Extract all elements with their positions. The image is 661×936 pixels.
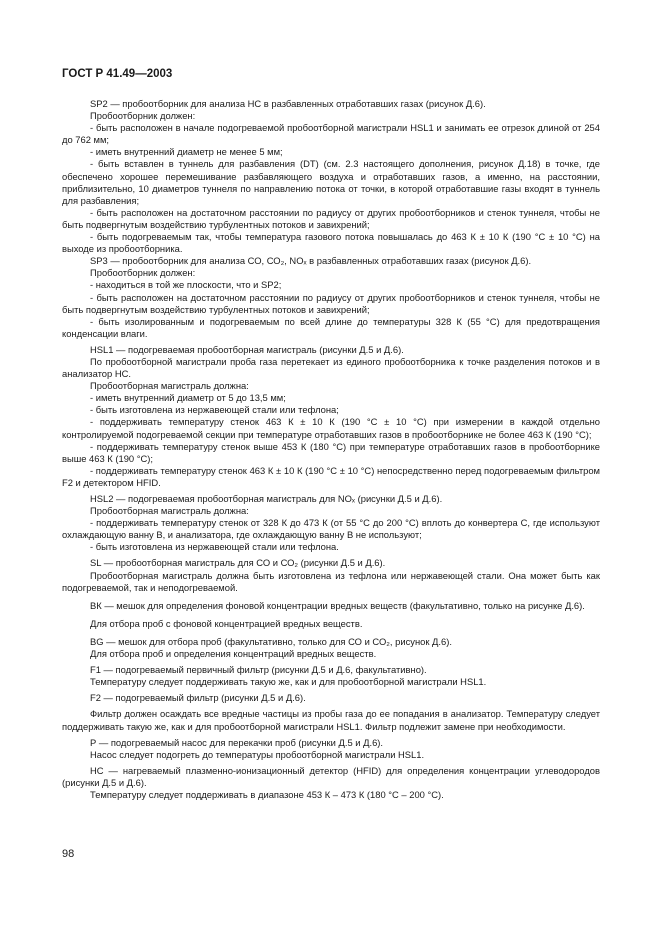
paragraph: Пробоотборник должен:: [90, 267, 196, 279]
paragraph: SL — пробоотборная магистраль для СО и СО₂ (рисунки Д.5 и Д.6).: [90, 557, 386, 569]
paragraph: F1 — подогреваемый первичный фильтр (рисунки Д.5 и Д.6, факультативно).: [90, 664, 427, 676]
paragraph: - иметь внутренний диаметр от 5 до 13,5 мм;: [90, 392, 286, 404]
paragraph: - быть расположен в начале подогреваемой пробоотборной магистрали HSL1 и занимать ее отрезок длиной от 254 до 762 мм;: [62, 122, 600, 146]
paragraph: - поддерживать температуру стенок 463 К ± 10 К (190 °С ± 10 °С) непосредственно перед подогреваемым фильтром F2 и детектором HFID.: [62, 464, 600, 488]
paragraph: ВК — мешок для определения фоновой концентрации вредных веществ (факультативно, только на рисунке Д.6).: [90, 599, 585, 611]
document-header: ГОСТ Р 41.49—2003: [62, 68, 173, 80]
paragraph: По пробоотборной магистрали проба газа перетекает из единого пробоотборника к точке разделения потоков и в анализатор НС.: [62, 355, 600, 380]
paragraph: - быть вставлен в туннель для разбавления (DT) (см. 2.3 настоящего дополнения, рисунок Д.18) в точке, где обеспечено хорошее перемешивание разбавляющего воздуха и отработавших газов, а именно, на расстоянии, приблизительно, 10 диаметров туннеля по направлению потока от точки, в которой отработавшие газы входят в туннель для разбавления;: [62, 158, 600, 206]
paragraph: - быть подогреваемым так, чтобы температура газового потока повышалась до 463 К ± 10 К (190 °С ± 10 °С) на выходе из пробоотборника.: [62, 231, 600, 255]
paragraph: Пробоотборная магистраль должна:: [90, 505, 249, 517]
paragraph: Пробоотборная магистраль должна:: [90, 380, 249, 392]
paragraph: Пробоотборная магистраль должна быть изготовлена из тефлона или нержавеющей стали. Она может быть как подогреваемой, так и неподогреваемой.: [62, 569, 600, 593]
paragraph: Пробоотборник должен:: [90, 110, 196, 122]
paragraph: F2 — подогреваемый фильтр (рисунки Д.5 и Д.6).: [90, 692, 306, 704]
paragraph: - быть расположен на достаточном расстоянии по радиусу от других пробоотборников и стенок туннеля, чтобы не быть подвергнутым воздействию турбулентных потоков и завихрений;: [62, 206, 600, 230]
paragraph: Р — подогреваемый насос для перекачки проб (рисунки Д.5 и Д.6).: [90, 736, 384, 748]
paragraph: - иметь внутренний диаметр не менее 5 мм;: [90, 146, 283, 158]
document-body: [62, 98, 600, 801]
paragraph: - находиться в той же плоскости, что и SP2;: [90, 279, 282, 291]
paragraph: SP3 — пробоотборник для анализа СО, СО₂, NOₓ в разбавленных отработавших газах (рисунок Д.6).: [90, 255, 532, 267]
paragraph: НС — нагреваемый плазменно-ионизационный детектор (HFID) для определения концентрации углеводородов (рисунки Д.5 и Д.6).: [62, 764, 600, 788]
paragraph: - поддерживать температуру стенок от 328 К до 473 К (от 55 °С до 200 °С) вплоть до конвертера С, где используют охлаждающую ванну В, и анализатора, где охлаждающую ванну В не используют;: [62, 517, 600, 541]
paragraph: HSL2 — подогреваемая пробоотборная магистраль для NOₓ (рисунки Д.5 и Д.6).: [90, 493, 443, 504]
paragraph: - поддерживать температуру стенок выше 453 К (180 °С) при температуре отработавших газов в пробоотборнике выше 463 К (190 °С);: [62, 440, 600, 464]
paragraph: Насос следует подогреть до температуры пробоотборной магистрали HSL1.: [90, 748, 425, 760]
paragraph: Фильтр должен осаждать все вредные частицы из пробы газа до ее попадания в анализатор. Температуру следует поддерживать такую же, как и для пробоотборной магистрали HSL1. Фильтр подлежит замене при необходимости.: [62, 708, 600, 732]
paragraph: Для отбора проб и определения концентраций вредных веществ.: [90, 648, 377, 660]
page-number: 98: [62, 848, 75, 860]
paragraph: HSL1 — подогреваемая пробоотборная магистраль (рисунки Д.5 и Д.6).: [90, 343, 404, 355]
paragraph: - быть изготовлена из нержавеющей стали или тефлона;: [90, 404, 339, 416]
paragraph: - быть изолированным и подогреваемым по всей длине до температуры 328 К (55 °С) для предотвращения конденсации влаги.: [62, 315, 600, 339]
paragraph: BG — мешок для отбора проб (факультативно, только для СО и СО₂, рисунок Д.6).: [90, 635, 452, 647]
paragraph: Температуру следует поддерживать в диапазоне 453 К – 473 К (180 °С – 200 °С).: [90, 788, 444, 800]
paragraph: SP2 — пробоотборник для анализа НС в разбавленных отработавших газах (рисунок Д.6).: [90, 98, 486, 109]
paragraph: - быть изготовлена из нержавеющей стали или тефлона.: [90, 541, 339, 553]
paragraph: Для отбора проб с фоновой концентрацией вредных веществ.: [90, 617, 363, 629]
paragraph: - быть расположен на достаточном расстоянии по радиусу от других пробоотборников и стенок туннеля, чтобы не быть подвергнутым воздействию турбулентных потоков и завихрений;: [62, 291, 600, 315]
paragraph: Температуру следует поддерживать такую же, как и для пробоотборной магистрали HSL1.: [90, 676, 487, 688]
paragraph: - поддерживать температуру стенок 463 К ± 10 К (190 °С ± 10 °С) при измерении в каждой отдельно контролируемой подогреваемой секции при температуре отработавших газов в пробоотборнике не более 463 К (190 °С);: [62, 416, 600, 440]
